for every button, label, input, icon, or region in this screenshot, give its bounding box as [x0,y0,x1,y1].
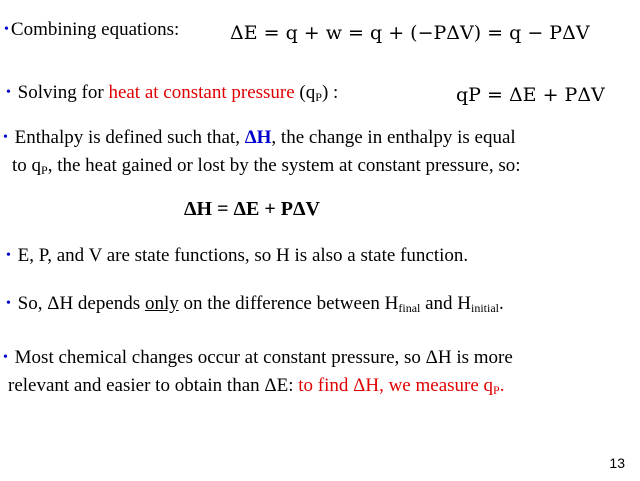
depends-sub-final: final [398,301,421,315]
solving-post: (q [294,82,316,103]
page-number: 13 [609,455,625,471]
depends-sub-initial: initial [471,301,500,315]
chemical-cont-end: . [499,375,505,396]
enthalpy-highlight: ΔH [244,127,272,148]
bullet-icon: • [3,130,8,145]
chemical-cont-highlight: to find ΔH, we measure q [298,375,494,396]
bullet-icon: • [6,85,11,100]
line-chemical-changes-cont [8,375,504,401]
state-functions-text: E, P, and V are state functions, so H is also a state function. [17,245,469,266]
enthalpy-cont-post: , the heat gained or lost by the system at constant pressure, so: [47,155,521,176]
depends-post: on the difference between H [178,293,399,314]
line-state-functions [6,245,468,267]
bullet-icon: • [4,22,9,37]
enthalpy-cont-pre: to q [12,155,42,176]
solving-pre: Solving for [17,82,109,103]
depends-end: . [499,293,504,314]
line-combining [4,19,179,41]
bullet-icon: • [6,248,11,263]
enthalpy-pre: Enthalpy is defined such that, [14,127,245,148]
bullet-icon: • [3,350,8,365]
depends-only: only [144,293,179,314]
line-solving [6,82,338,108]
line-enthalpy [3,127,516,149]
enthalpy-cont-sub: P [41,163,48,177]
depends-pre: So, ΔH depends [17,293,145,314]
line-enthalpy-cont [12,155,521,181]
depends-mid: and H [420,293,472,314]
bullet-icon: • [6,296,11,311]
line-depends [6,293,504,319]
chemical-cont-pre: relevant and easier to obtain than ΔE: [8,375,299,396]
combining-equation: ΔE = q + w = q + (−PΔV) = q − PΔV [230,22,590,44]
combining-label: Combining equations: [10,19,180,40]
chemical-cont-sub: P [493,383,500,397]
solving-sub: P [315,90,322,104]
solving-post2: ) : [321,82,339,103]
line-chemical-changes [3,347,513,369]
enthalpy-post: , the change in enthalpy is equal [271,127,516,148]
center-equation: ΔH = ΔE + PΔV [184,198,320,220]
chemical-changes-text: Most chemical changes occur at constant pressure, so ΔH is more [14,347,513,368]
solving-equation: qP = ΔE + PΔV [456,84,605,106]
solving-highlight: heat at constant pressure [108,82,295,103]
